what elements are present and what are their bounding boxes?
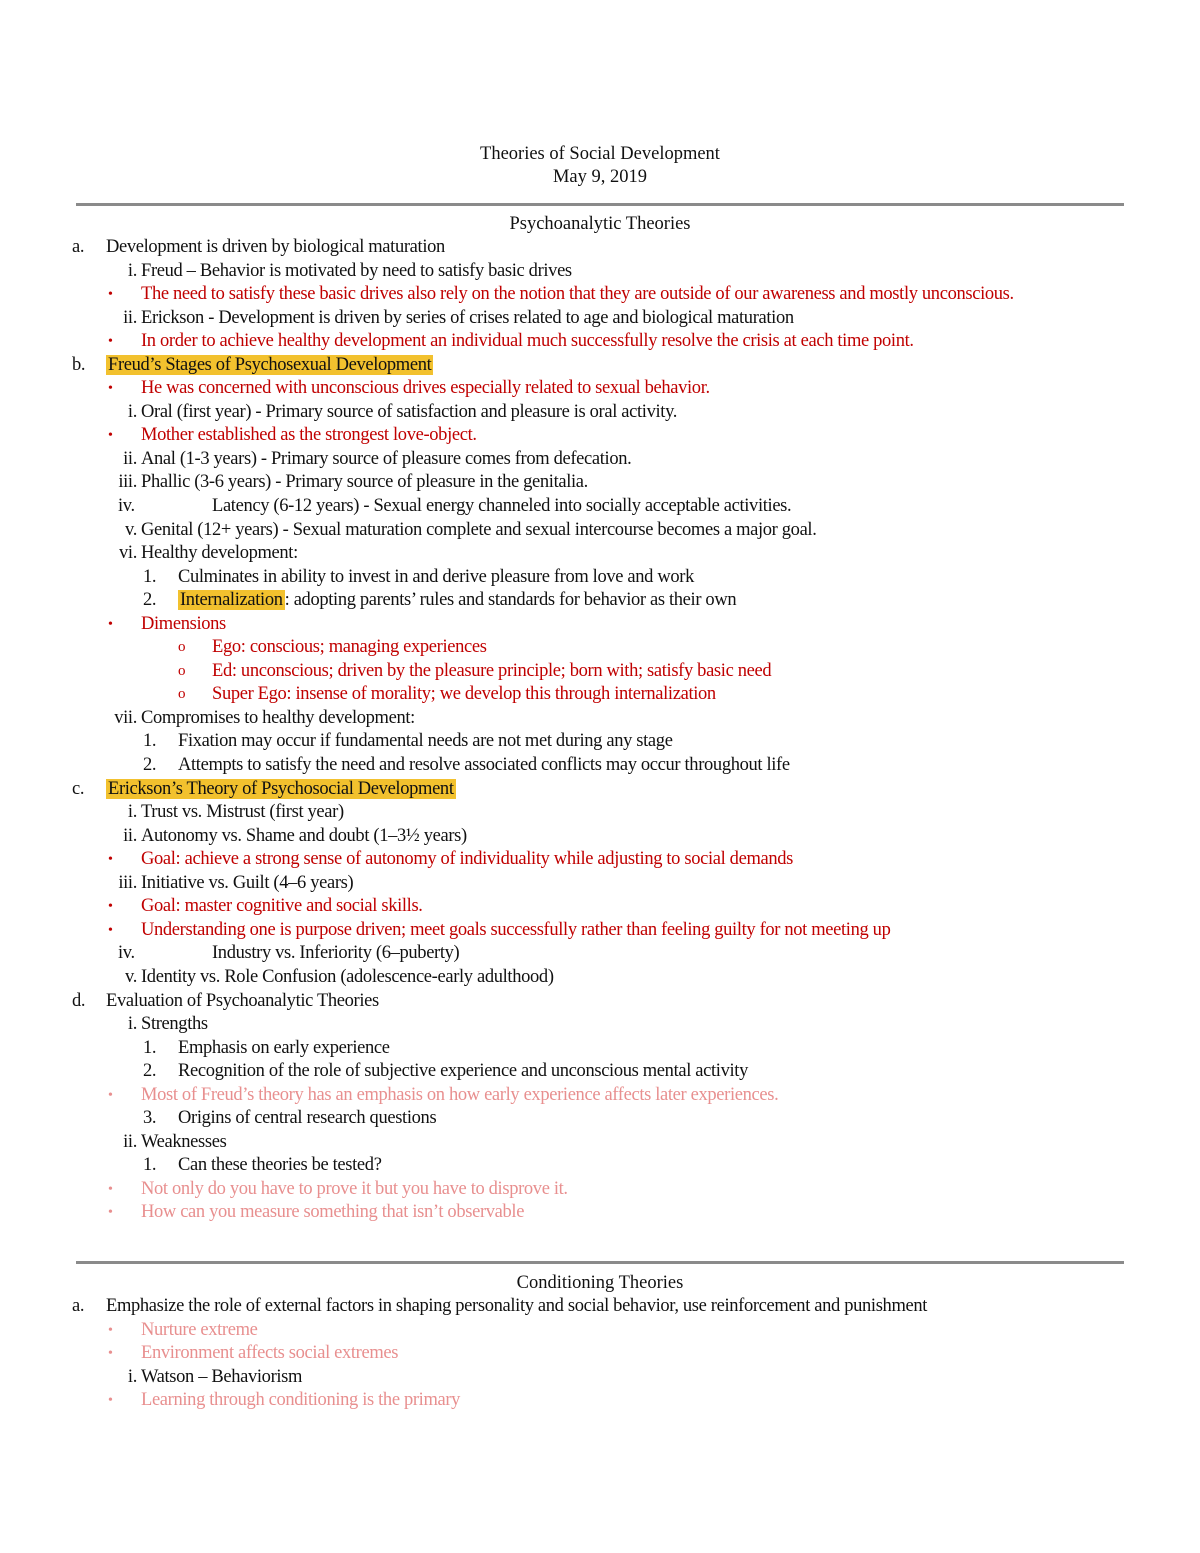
item-text: Culminates in ability to invest in and derive pleasure from love and work bbox=[178, 566, 694, 587]
outline-item bbox=[0, 801, 1200, 825]
list-marker: vi. bbox=[119, 543, 137, 564]
bullet-note bbox=[0, 1342, 1200, 1366]
item-text: Identity vs. Role Confusion (adolescence-early adulthood) bbox=[141, 966, 554, 987]
item-text-wrapper bbox=[141, 872, 1200, 896]
section-divider bbox=[76, 1261, 1124, 1264]
bullet-note bbox=[0, 660, 1200, 684]
item-text: Weaknesses bbox=[141, 1131, 227, 1152]
circle-bullet-icon: o bbox=[178, 639, 186, 656]
list-marker: 1. bbox=[143, 566, 157, 587]
item-text bbox=[178, 589, 1200, 613]
highlighted-term: Internalization bbox=[180, 590, 283, 611]
outline-item bbox=[0, 1295, 1200, 1319]
item-text-wrapper bbox=[141, 801, 1200, 825]
item-text: Fixation may occur if fundamental needs are not met during any stage bbox=[178, 731, 673, 752]
outline-item bbox=[0, 942, 1200, 966]
item-text: Ego: conscious; managing experiences bbox=[212, 637, 487, 658]
item-text-wrapper bbox=[178, 1060, 1200, 1084]
bullet-note bbox=[0, 613, 1200, 637]
item-text: Healthy development: bbox=[141, 543, 298, 564]
item-text: Development is driven by biological maturation bbox=[106, 237, 445, 257]
item-text-wrapper bbox=[212, 660, 1200, 684]
bullet-icon: • bbox=[108, 428, 113, 444]
item-text-wrapper bbox=[178, 1154, 1200, 1178]
bullet-note bbox=[0, 1178, 1200, 1202]
item-text-wrapper bbox=[106, 990, 1200, 1014]
outline-item bbox=[0, 566, 1200, 590]
list-marker: iv. bbox=[118, 496, 135, 517]
item-text: Origins of central research questions bbox=[178, 1108, 437, 1129]
item-text-wrapper bbox=[178, 730, 1200, 754]
outline-item bbox=[0, 542, 1200, 566]
item-text-wrapper bbox=[141, 1178, 1081, 1202]
list-marker: iii. bbox=[118, 872, 137, 893]
list-marker: ii. bbox=[123, 307, 137, 328]
item-text-wrapper bbox=[141, 307, 1200, 331]
bullet-icon: • bbox=[108, 334, 113, 350]
item-text: In order to achieve healthy development an individual much successfully resolve the crisis at each time point. bbox=[141, 331, 914, 352]
list-marker: iii. bbox=[118, 472, 137, 493]
item-text-wrapper bbox=[141, 919, 1081, 943]
bullet-note bbox=[0, 424, 1200, 448]
item-text: Emphasize the role of external factors in shaping personality and social behavior, use reinforcement and punishment bbox=[106, 1296, 928, 1316]
item-text-wrapper bbox=[141, 895, 1081, 919]
outline-item bbox=[0, 1131, 1200, 1155]
bullet-icon: • bbox=[108, 616, 113, 632]
outline-item bbox=[0, 471, 1200, 495]
bullet-note bbox=[0, 919, 1200, 943]
list-marker: ii. bbox=[123, 448, 137, 469]
section-conditioning bbox=[0, 1295, 1200, 1413]
highlighted-heading: Freud’s Stages of Psychosexual Development bbox=[108, 354, 432, 375]
item-text: Not only do you have to prove it but you have to disprove it. bbox=[141, 1178, 568, 1199]
outline-item bbox=[0, 1060, 1200, 1084]
item-text: Recognition of the role of subjective experience and unconscious mental activity bbox=[178, 1061, 748, 1082]
list-marker: c. bbox=[72, 778, 85, 799]
item-text: Understanding one is purpose driven; meet goals successfully rather than feeling guilty for not meeting up bbox=[141, 919, 891, 940]
item-text-wrapper bbox=[141, 283, 1081, 307]
item-text-wrapper bbox=[178, 754, 1200, 778]
outline-item bbox=[0, 707, 1200, 731]
outline-item bbox=[0, 1366, 1200, 1390]
item-text-wrapper bbox=[141, 825, 1200, 849]
bullet-icon: • bbox=[108, 1322, 113, 1338]
outline-item bbox=[0, 448, 1200, 472]
item-text-wrapper bbox=[141, 1389, 1081, 1413]
item-text: Phallic (3-6 years) - Primary source of pleasure in the genitalia. bbox=[141, 472, 588, 493]
item-text: Can these theories be tested? bbox=[178, 1155, 382, 1176]
item-text: Dimensions bbox=[141, 613, 226, 634]
item-text: Strengths bbox=[141, 1014, 208, 1035]
item-text: Nurture extreme bbox=[141, 1319, 258, 1340]
circle-bullet-icon: o bbox=[178, 686, 186, 703]
document-date: May 9, 2019 bbox=[552, 167, 648, 187]
list-marker: i. bbox=[127, 401, 137, 422]
item-text: Freud – Behavior is motivated by need to satisfy basic drives bbox=[141, 260, 572, 281]
item-text-wrapper bbox=[141, 519, 1200, 543]
bullet-icon: • bbox=[108, 1205, 113, 1221]
list-marker: a. bbox=[72, 237, 85, 257]
list-marker: 1. bbox=[143, 1155, 157, 1176]
outline-item bbox=[0, 730, 1200, 754]
item-text-wrapper bbox=[178, 1037, 1200, 1061]
item-text: Trust vs. Mistrust (first year) bbox=[141, 802, 344, 823]
outline-item bbox=[0, 990, 1200, 1014]
bullet-note bbox=[0, 377, 1200, 401]
bullet-note bbox=[0, 1319, 1200, 1343]
list-marker: ii. bbox=[123, 825, 137, 846]
bullet-note bbox=[0, 330, 1200, 354]
item-text-wrapper bbox=[141, 448, 1200, 472]
list-marker: 2. bbox=[143, 1061, 157, 1082]
item-text-wrapper bbox=[178, 566, 1200, 590]
circle-bullet-icon: o bbox=[178, 662, 186, 679]
item-text: Emphasis on early experience bbox=[178, 1037, 390, 1058]
bullet-icon: • bbox=[108, 899, 113, 915]
item-text-wrapper bbox=[141, 401, 1200, 425]
item-text-rest: : adopting parents’ rules and standards for behavior as their own bbox=[284, 590, 737, 611]
item-text-wrapper bbox=[106, 354, 1200, 378]
item-text-wrapper bbox=[141, 707, 1200, 731]
item-text: Autonomy vs. Shame and doubt (1–3½ years) bbox=[141, 825, 467, 846]
list-marker: 1. bbox=[143, 1037, 157, 1058]
item-text-wrapper bbox=[141, 1319, 1081, 1343]
item-text-wrapper bbox=[141, 377, 1081, 401]
item-text-wrapper bbox=[141, 1013, 1200, 1037]
outline-item bbox=[0, 825, 1200, 849]
outline-item bbox=[0, 307, 1200, 331]
section-divider bbox=[76, 203, 1124, 206]
item-text-wrapper bbox=[141, 424, 1081, 448]
bullet-note bbox=[0, 1389, 1200, 1413]
list-marker: vii. bbox=[114, 707, 137, 728]
bullet-icon: • bbox=[108, 381, 113, 397]
item-text: Attempts to satisfy the need and resolve associated conflicts may occur throughout life bbox=[178, 755, 790, 776]
bullet-note bbox=[0, 895, 1200, 919]
list-marker: v. bbox=[125, 519, 137, 540]
item-text: Erickson - Development is driven by series of crises related to age and biological maturation bbox=[141, 307, 794, 328]
section-heading-conditioning: Conditioning Theories bbox=[516, 1273, 684, 1293]
bullet-icon: • bbox=[108, 1393, 113, 1409]
list-marker: b. bbox=[72, 354, 86, 375]
item-text-wrapper bbox=[106, 778, 1200, 802]
item-text-wrapper bbox=[141, 966, 1200, 990]
list-marker: i. bbox=[127, 802, 137, 823]
outline-item bbox=[0, 519, 1200, 543]
item-text: Watson – Behaviorism bbox=[141, 1366, 303, 1387]
outline-item bbox=[0, 354, 1200, 378]
item-text-wrapper bbox=[141, 613, 1081, 637]
item-text: Industry vs. Inferiority (6–puberty) bbox=[212, 943, 460, 964]
outline-item bbox=[0, 1154, 1200, 1178]
outline-item bbox=[0, 966, 1200, 990]
item-text: Ed: unconscious; driven by the pleasure principle; born with; satisfy basic need bbox=[212, 660, 772, 681]
outline-item bbox=[0, 589, 1200, 613]
item-text: Goal: master cognitive and social skills. bbox=[141, 896, 423, 917]
list-marker: iv. bbox=[118, 943, 135, 964]
list-marker: 2. bbox=[143, 755, 157, 776]
item-text-wrapper bbox=[141, 1366, 1200, 1390]
item-text-wrapper bbox=[212, 636, 1200, 660]
bullet-icon: • bbox=[108, 1181, 113, 1197]
bullet-icon: • bbox=[108, 287, 113, 303]
list-marker: ii. bbox=[123, 1131, 137, 1152]
item-text: Genital (12+ years) - Sexual maturation complete and sexual intercourse becomes a major goal. bbox=[141, 519, 817, 540]
item-text-wrapper bbox=[178, 1107, 1200, 1131]
item-text-wrapper bbox=[141, 1201, 1081, 1225]
item-text: Learning through conditioning is the primary bbox=[141, 1390, 461, 1411]
bullet-icon: • bbox=[108, 1346, 113, 1362]
outline-item bbox=[0, 260, 1200, 284]
bullet-note bbox=[0, 1201, 1200, 1225]
item-text: Environment affects social extremes bbox=[141, 1343, 399, 1364]
item-text: Initiative vs. Guilt (4–6 years) bbox=[141, 872, 354, 893]
item-text: Goal: achieve a strong sense of autonomy of individuality while adjusting to social demands bbox=[141, 849, 793, 870]
outline-item bbox=[0, 778, 1200, 802]
bullet-note bbox=[0, 683, 1200, 707]
item-text: Latency (6-12 years) - Sexual energy channeled into socially acceptable activities. bbox=[212, 496, 792, 517]
item-text-wrapper bbox=[212, 495, 1200, 519]
item-text: Most of Freud’s theory has an emphasis on how early experience affects later experiences. bbox=[141, 1084, 779, 1105]
outline-item bbox=[0, 495, 1200, 519]
item-text-wrapper bbox=[141, 260, 1200, 284]
outline-item bbox=[0, 1013, 1200, 1037]
section-heading-psychoanalytic: Psychoanalytic Theories bbox=[509, 214, 691, 234]
list-marker: i. bbox=[127, 1014, 137, 1035]
item-text: Mother established as the strongest love-object. bbox=[141, 425, 477, 446]
bullet-note bbox=[0, 1084, 1200, 1108]
item-text: Evaluation of Psychoanalytic Theories bbox=[106, 990, 379, 1011]
item-text-wrapper bbox=[141, 1084, 1081, 1108]
section-psychoanalytic bbox=[0, 236, 1200, 1225]
list-marker: 3. bbox=[143, 1108, 157, 1129]
item-text-wrapper bbox=[212, 683, 1200, 707]
item-text: How can you measure something that isn’t observable bbox=[141, 1202, 525, 1223]
bullet-icon: • bbox=[108, 852, 113, 868]
item-text: Compromises to healthy development: bbox=[141, 707, 415, 728]
item-text-wrapper bbox=[141, 330, 1081, 354]
item-text-wrapper bbox=[106, 236, 1200, 260]
outline-item bbox=[0, 1037, 1200, 1061]
item-text: He was concerned with unconscious drives especially related to sexual behavior. bbox=[141, 378, 710, 399]
item-text: The need to satisfy these basic drives also rely on the notion that they are outside of our awareness and mostly unconscious. bbox=[141, 284, 1014, 305]
item-text-wrapper bbox=[141, 1342, 1081, 1366]
outline-item bbox=[0, 236, 1200, 260]
list-marker: 2. bbox=[143, 590, 157, 611]
item-text: Anal (1-3 years) - Primary source of pleasure comes from defecation. bbox=[141, 448, 632, 469]
bullet-icon: • bbox=[108, 1087, 113, 1103]
bullet-note bbox=[0, 848, 1200, 872]
item-text: Oral (first year) - Primary source of satisfaction and pleasure is oral activity. bbox=[141, 401, 678, 422]
item-text-wrapper bbox=[212, 942, 1200, 966]
list-marker: i. bbox=[127, 1366, 137, 1387]
outline-item bbox=[0, 401, 1200, 425]
bullet-icon: • bbox=[108, 922, 113, 938]
outline-item bbox=[0, 872, 1200, 896]
item-text-wrapper bbox=[141, 848, 1081, 872]
outline-item bbox=[0, 754, 1200, 778]
list-marker: 1. bbox=[143, 731, 157, 752]
item-text-wrapper bbox=[141, 471, 1200, 495]
highlighted-heading: Erickson’s Theory of Psychosocial Development bbox=[108, 778, 454, 799]
list-marker: a. bbox=[72, 1296, 85, 1316]
item-text-wrapper bbox=[141, 1131, 1200, 1155]
list-marker: v. bbox=[125, 966, 137, 987]
item-text-wrapper bbox=[141, 542, 1200, 566]
document-title: Theories of Social Development bbox=[480, 144, 720, 164]
list-marker: d. bbox=[72, 990, 86, 1011]
bullet-note bbox=[0, 283, 1200, 307]
bullet-note bbox=[0, 636, 1200, 660]
outline-item bbox=[0, 1107, 1200, 1131]
list-marker: i. bbox=[127, 260, 137, 281]
item-text-wrapper bbox=[106, 1295, 1200, 1319]
item-text: Super Ego: insense of morality; we develop this through internalization bbox=[212, 684, 716, 705]
